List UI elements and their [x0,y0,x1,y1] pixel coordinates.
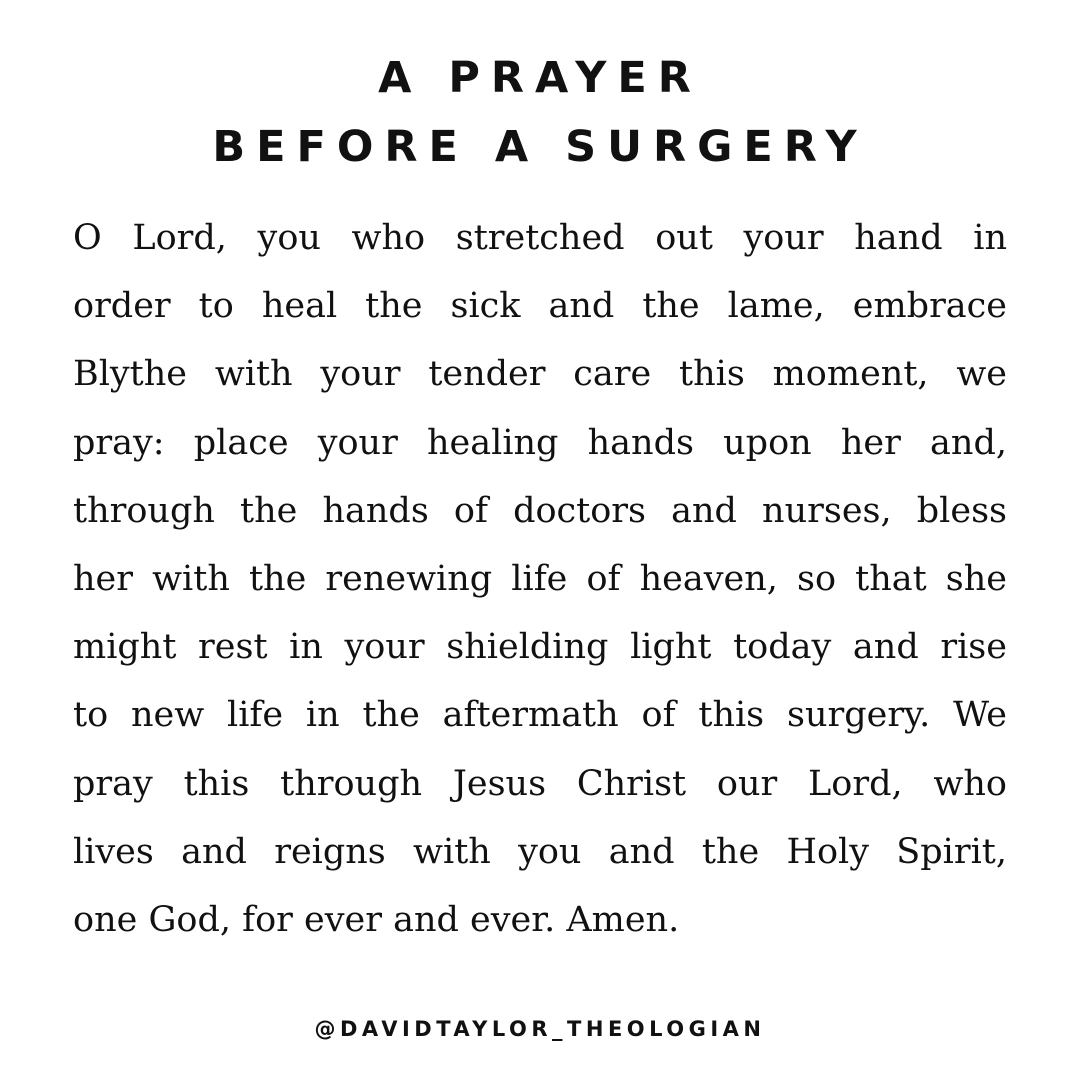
prayer-line: one God, for ever and ever. Amen. [73,899,680,940]
prayer-line: lives and reigns with you and the Holy Spirit, [73,831,1007,872]
prayer-line: pray: place your healing hands upon her and, [73,422,1007,463]
prayer-line: order to heal the sick and the lame, embrace [73,286,1007,327]
title-line-1: A PRAYER [378,53,702,103]
prayer-text [73,204,1007,954]
prayer-line: O Lord, you who stretched out your hand in [73,218,1007,258]
prayer-line: pray this through Jesus Christ our Lord, who [73,763,1007,804]
prayer-line: through the hands of doctors and nurses, bless [73,490,1007,531]
prayer-line: her with the renewing life of heaven, so that she [73,558,1007,599]
prayer-line: might rest in your shielding light today and rise [73,627,1007,668]
author-handle: @DAVIDTAYLOR_THEOLOGIAN [314,1017,766,1041]
title-line-2: BEFORE A SURGERY [212,122,868,172]
prayer-line: to new life in the aftermath of this surgery. We [73,695,1007,736]
prayer-line: Blythe with your tender care this moment, we [73,354,1007,395]
